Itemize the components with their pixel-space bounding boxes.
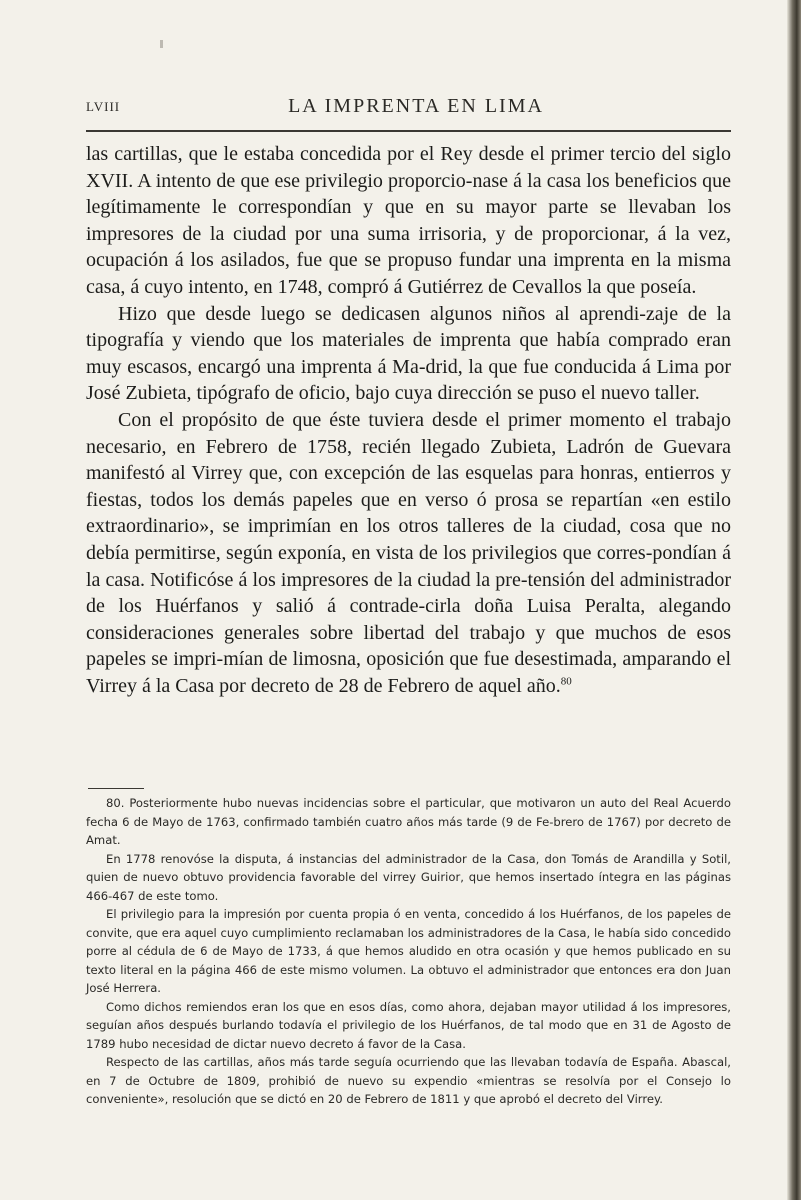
main-text [86, 141, 731, 699]
header-rule [86, 130, 731, 132]
running-head [86, 95, 726, 121]
page-edge-shadow [787, 0, 801, 1200]
page-number: LVIII [86, 99, 121, 114]
footnote-80-part-2: En 1778 renovóse la disputa, á instancias del administrador de la Casa, don Tomás de Arandilla y Sotil, quien de nuevo obtuvo providencia favorable del virrey Guirior, que hemos insertado íntegra en las páginas 466-467 de este tomo. [86, 851, 731, 903]
paragraph-2: Hizo que desde luego se dedicasen algunos niños al aprendi-zaje de la tipografía y viendo que los materiales de imprenta que había comprado eran muy escasos, encargó una imprenta á Ma-drid, la que fue conducida á Lima por José Zubieta, tipógrafo de oficio, bajo cuya dirección se puso el nuevo taller. [86, 302, 731, 405]
footnotes [86, 794, 731, 1109]
paragraph-3-text: Con el propósito de que éste tuviera desde el primer momento el trabajo necesario, en Febrero de 1758, recién llegado Zubieta, Ladrón de Guevara manifestó al Virrey que, con excepción de las esquelas para honras, entierros y fiestas, todos los demás papeles que en verso ó prosa se repartían «en estilo extraordinario», se imprimían en los otros talleres de la ciudad, cosa que no debía permitirse, según exponía, en vista de los privilegios que corres-pondían á la casa. Notificóse á los impresores de la ciudad la pre-tensión del administrador de los Huérfanos y salió á contrade-cirla doña Luisa Peralta, alegando consideraciones generales sobre libertad del trabajo y que muchos de esos papeles se impri-mían de limosna, oposición que fue desestimada, amparando el Virrey á la Casa por decreto de 28 de Febrero de aquel año. [86, 408, 731, 697]
print-speck [160, 40, 163, 48]
paragraph-1: las cartillas, que le estaba concedida por el Rey desde el primer tercio del siglo XVII. A intento de que ese privilegio proporcio-nase á la casa los beneficios que legítimamente le correspondían y que en su mayor parte se llevaban los impresores de la ciudad por una suma irrisoria, y de proporcionar, á la vez, ocupación á los asilados, fue que se propuso fundar una imprenta en la misma casa, á cuyo intento, en 1748, compró á Gutiérrez de Cevallos la que poseía. [86, 143, 731, 298]
footnote-80-part-1: 80. Posteriormente hubo nuevas incidencias sobre el particular, que motivaron un auto del Real Acuerdo fecha 6 de Mayo de 1763, confirmado también cuatro años más tarde (9 de Fe-brero de 1767) por decreto de Amat. [86, 796, 731, 847]
footnote-rule [88, 788, 144, 789]
footnote-80-part-5: Respecto de las cartillas, años más tarde seguía ocurriendo que las llevaban todavía de España. Abascal, en 7 de Octubre de 1809, prohibió de nuevo su expendio «mientras se resolvía por el Consejo lo conveniente», resolución que se dictó en 20 de Febrero de 1811 y que aprobó el decreto del Virrey. [86, 1055, 731, 1106]
footnote-80-part-3: El privilegio para la impresión por cuenta propia ó en venta, concedido á los Huérfanos, de los papeles de convite, que era aquel cuyo cumplimiento reclamaban los administradores de la Casa, le había sido concedido porre al cédula de 6 de Mayo de 1733, á que hemos aludido en otra ocasión y que hemos publicado en su texto literal en la página 466 de este mismo volumen. La obtuvo el administrador que entonces era don Juan José Herrera. [86, 907, 731, 995]
footnote-80-part-4: Como dichos remiendos eran los que en esos días, como ahora, dejaban mayor utilidad á los impresores, seguían años después burlando todavía el privilegio de los Huérfanos, de tal modo que en 31 de Agosto de 1789 hubo necesidad de dictar nuevo decreto á favor de la Casa. [86, 999, 731, 1051]
running-title: LA IMPRENTA EN LIMA [288, 95, 544, 117]
paragraph-3 [86, 407, 731, 700]
footnote-reference[interactable]: 80 [560, 675, 572, 688]
